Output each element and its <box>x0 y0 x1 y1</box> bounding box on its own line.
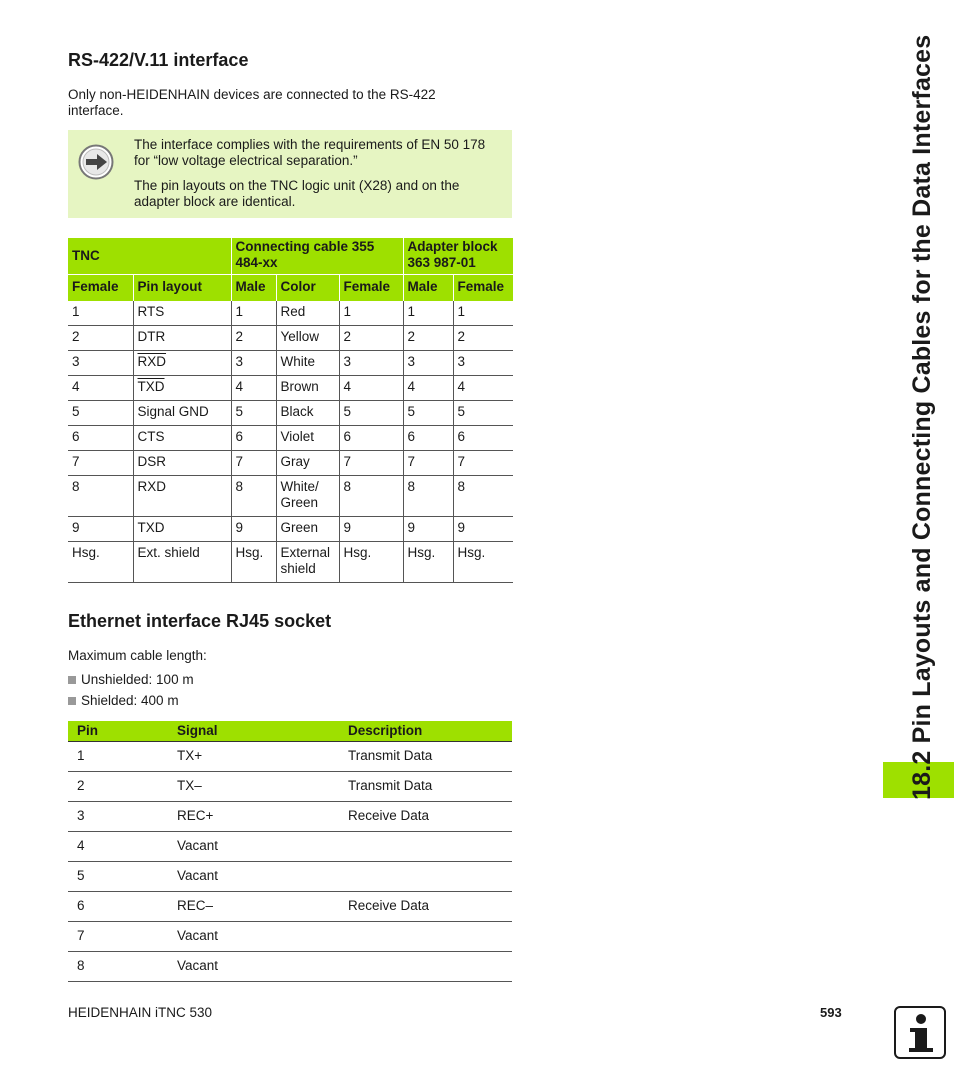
table-cell: Red <box>276 301 339 326</box>
table-cell: Hsg. <box>339 542 403 583</box>
section-heading-rs422: RS-422/V.11 interface <box>68 50 249 70</box>
column-header: Female <box>453 275 513 302</box>
table-cell: Vacant <box>168 922 339 952</box>
table-cell: 1 <box>231 301 276 326</box>
table-cell <box>339 922 512 952</box>
column-header: Male <box>403 275 453 302</box>
table-row <box>68 451 513 476</box>
rs422-intro: Only non-HEIDENHAIN devices are connected to the RS-422 interface. <box>68 87 436 118</box>
table-cell: 4 <box>403 376 453 401</box>
table-cell: 7 <box>68 451 133 476</box>
table-row <box>68 542 513 583</box>
table-cell: Signal GND <box>133 401 231 426</box>
ethernet-intro: Maximum cable length: <box>68 648 207 663</box>
table-cell: 7 <box>403 451 453 476</box>
column-header: Pin <box>68 721 168 742</box>
table-cell: Hsg. <box>231 542 276 583</box>
table-row <box>68 517 513 542</box>
table-cell <box>339 862 512 892</box>
table-cell: 6 <box>68 426 133 451</box>
table-cell: 3 <box>68 351 133 376</box>
table-cell: 5 <box>339 401 403 426</box>
table-cell: 9 <box>453 517 513 542</box>
column-header: Signal <box>168 721 339 742</box>
table-cell: 9 <box>339 517 403 542</box>
table-cell <box>339 832 512 862</box>
table-cell: 6 <box>403 426 453 451</box>
table-cell: Vacant <box>168 952 339 982</box>
table-cell: 6 <box>339 426 403 451</box>
table-cell: TXD <box>133 517 231 542</box>
table-cell: Green <box>276 517 339 542</box>
table-row <box>68 326 513 351</box>
bullet-square-icon <box>68 697 76 705</box>
table-cell: Brown <box>276 376 339 401</box>
table-cell: REC– <box>168 892 339 922</box>
table-row <box>68 426 513 451</box>
footer-product-name: HEIDENHAIN iTNC 530 <box>68 1005 213 1020</box>
table-row <box>68 862 512 892</box>
table-row <box>68 376 513 401</box>
table-cell: REC+ <box>168 802 339 832</box>
table-cell: 1 <box>339 301 403 326</box>
table-cell: Receive Data <box>339 802 512 832</box>
table-row <box>68 351 513 376</box>
table-cell: Violet <box>276 426 339 451</box>
table-row <box>68 301 513 326</box>
table-cell: Vacant <box>168 832 339 862</box>
table-cell: 2 <box>339 326 403 351</box>
table-cell: 9 <box>231 517 276 542</box>
table-cell: 7 <box>68 922 168 952</box>
column-header: Female <box>339 275 403 302</box>
group-header-cable: Connecting cable 355 484-xx <box>231 238 403 275</box>
table-cell: 4 <box>68 376 133 401</box>
table-cell: 3 <box>68 802 168 832</box>
info-icon <box>894 1006 946 1059</box>
table-cell: Transmit Data <box>339 772 512 802</box>
table-cell: 9 <box>68 517 133 542</box>
column-header: Male <box>231 275 276 302</box>
table-cell: Yellow <box>276 326 339 351</box>
group-header-tnc: TNC <box>68 238 231 275</box>
table-cell: CTS <box>133 426 231 451</box>
arrow-right-icon <box>78 144 114 180</box>
table-cell: Black <box>276 401 339 426</box>
page-number: 593 <box>820 1005 842 1020</box>
table-cell: 1 <box>68 742 168 772</box>
bullet-shielded: Shielded: 400 m <box>68 693 179 709</box>
table-cell: 8 <box>403 476 453 517</box>
table-row <box>68 892 512 922</box>
table-cell: 8 <box>68 476 133 517</box>
table-cell: RXD <box>133 476 231 517</box>
table-cell: 8 <box>68 952 168 982</box>
table-cell: 9 <box>403 517 453 542</box>
rs422-pin-table <box>68 238 513 583</box>
table-cell: Hsg. <box>453 542 513 583</box>
table-row <box>68 401 513 426</box>
table-cell: 4 <box>231 376 276 401</box>
table-cell: 1 <box>453 301 513 326</box>
table-cell <box>339 952 512 982</box>
table-cell: 3 <box>453 351 513 376</box>
table-row <box>68 802 512 832</box>
table-cell: 5 <box>453 401 513 426</box>
table-cell: White/ Green <box>276 476 339 517</box>
table-cell: White <box>276 351 339 376</box>
table-cell: DSR <box>133 451 231 476</box>
table-cell: Receive Data <box>339 892 512 922</box>
table-row <box>68 476 513 517</box>
ethernet-pin-table <box>68 721 512 982</box>
table-cell: 6 <box>453 426 513 451</box>
table-row <box>68 832 512 862</box>
table-cell: Transmit Data <box>339 742 512 772</box>
note-box <box>68 130 512 218</box>
column-header: Color <box>276 275 339 302</box>
table-row <box>68 922 512 952</box>
table-cell: 4 <box>453 376 513 401</box>
table-cell: 5 <box>68 862 168 892</box>
table-cell: 1 <box>403 301 453 326</box>
table-cell: 7 <box>231 451 276 476</box>
column-header: Description <box>339 721 512 742</box>
group-header-adapter: Adapter block 363 987-01 <box>403 238 513 275</box>
table-cell: 7 <box>453 451 513 476</box>
table-row <box>68 772 512 802</box>
table-cell: 8 <box>453 476 513 517</box>
section-heading-ethernet: Ethernet interface RJ45 socket <box>68 611 332 631</box>
table-cell: 6 <box>231 426 276 451</box>
note-paragraph-2: The pin layouts on the TNC logic unit (X28) and on the adapter block are identical. <box>134 178 460 209</box>
table-cell: TX+ <box>168 742 339 772</box>
table-cell: External shield <box>276 542 339 583</box>
table-row <box>68 742 512 772</box>
table-cell: 2 <box>231 326 276 351</box>
bullet-unshielded: Unshielded: 100 m <box>68 672 194 688</box>
table-cell: 2 <box>68 772 168 802</box>
table-cell: Ext. shield <box>133 542 231 583</box>
table-cell: 2 <box>68 326 133 351</box>
table-cell: DTR <box>133 326 231 351</box>
table-cell: $\overline{TXD}$ <box>133 376 231 401</box>
table-cell: Hsg. <box>403 542 453 583</box>
chapter-side-title: 18.2 Pin Layouts and Connecting Cables for the Data Interfaces <box>908 34 936 800</box>
table-cell: Vacant <box>168 862 339 892</box>
table-cell: 3 <box>231 351 276 376</box>
table-row <box>68 952 512 982</box>
table-cell: 2 <box>403 326 453 351</box>
table-cell: 8 <box>231 476 276 517</box>
table-cell: 6 <box>68 892 168 922</box>
table-cell: 8 <box>339 476 403 517</box>
table-cell: 3 <box>339 351 403 376</box>
table-cell: 2 <box>453 326 513 351</box>
bullet-square-icon <box>68 676 76 684</box>
table-cell: $\overline{RXD}$ <box>133 351 231 376</box>
table-cell: 4 <box>68 832 168 862</box>
table-cell: 5 <box>231 401 276 426</box>
note-paragraph-1: The interface complies with the requirements of EN 50 178 for “low voltage electrical separation.” <box>134 137 486 168</box>
table-cell: 3 <box>403 351 453 376</box>
table-cell: 5 <box>68 401 133 426</box>
table-cell: 4 <box>339 376 403 401</box>
table-cell: RTS <box>133 301 231 326</box>
column-header: Pin layout <box>133 275 231 302</box>
table-cell: TX– <box>168 772 339 802</box>
table-cell: Hsg. <box>68 542 133 583</box>
table-cell: 1 <box>68 301 133 326</box>
column-header: Female <box>68 275 133 302</box>
table-cell: 5 <box>403 401 453 426</box>
table-cell: Gray <box>276 451 339 476</box>
table-cell: 7 <box>339 451 403 476</box>
